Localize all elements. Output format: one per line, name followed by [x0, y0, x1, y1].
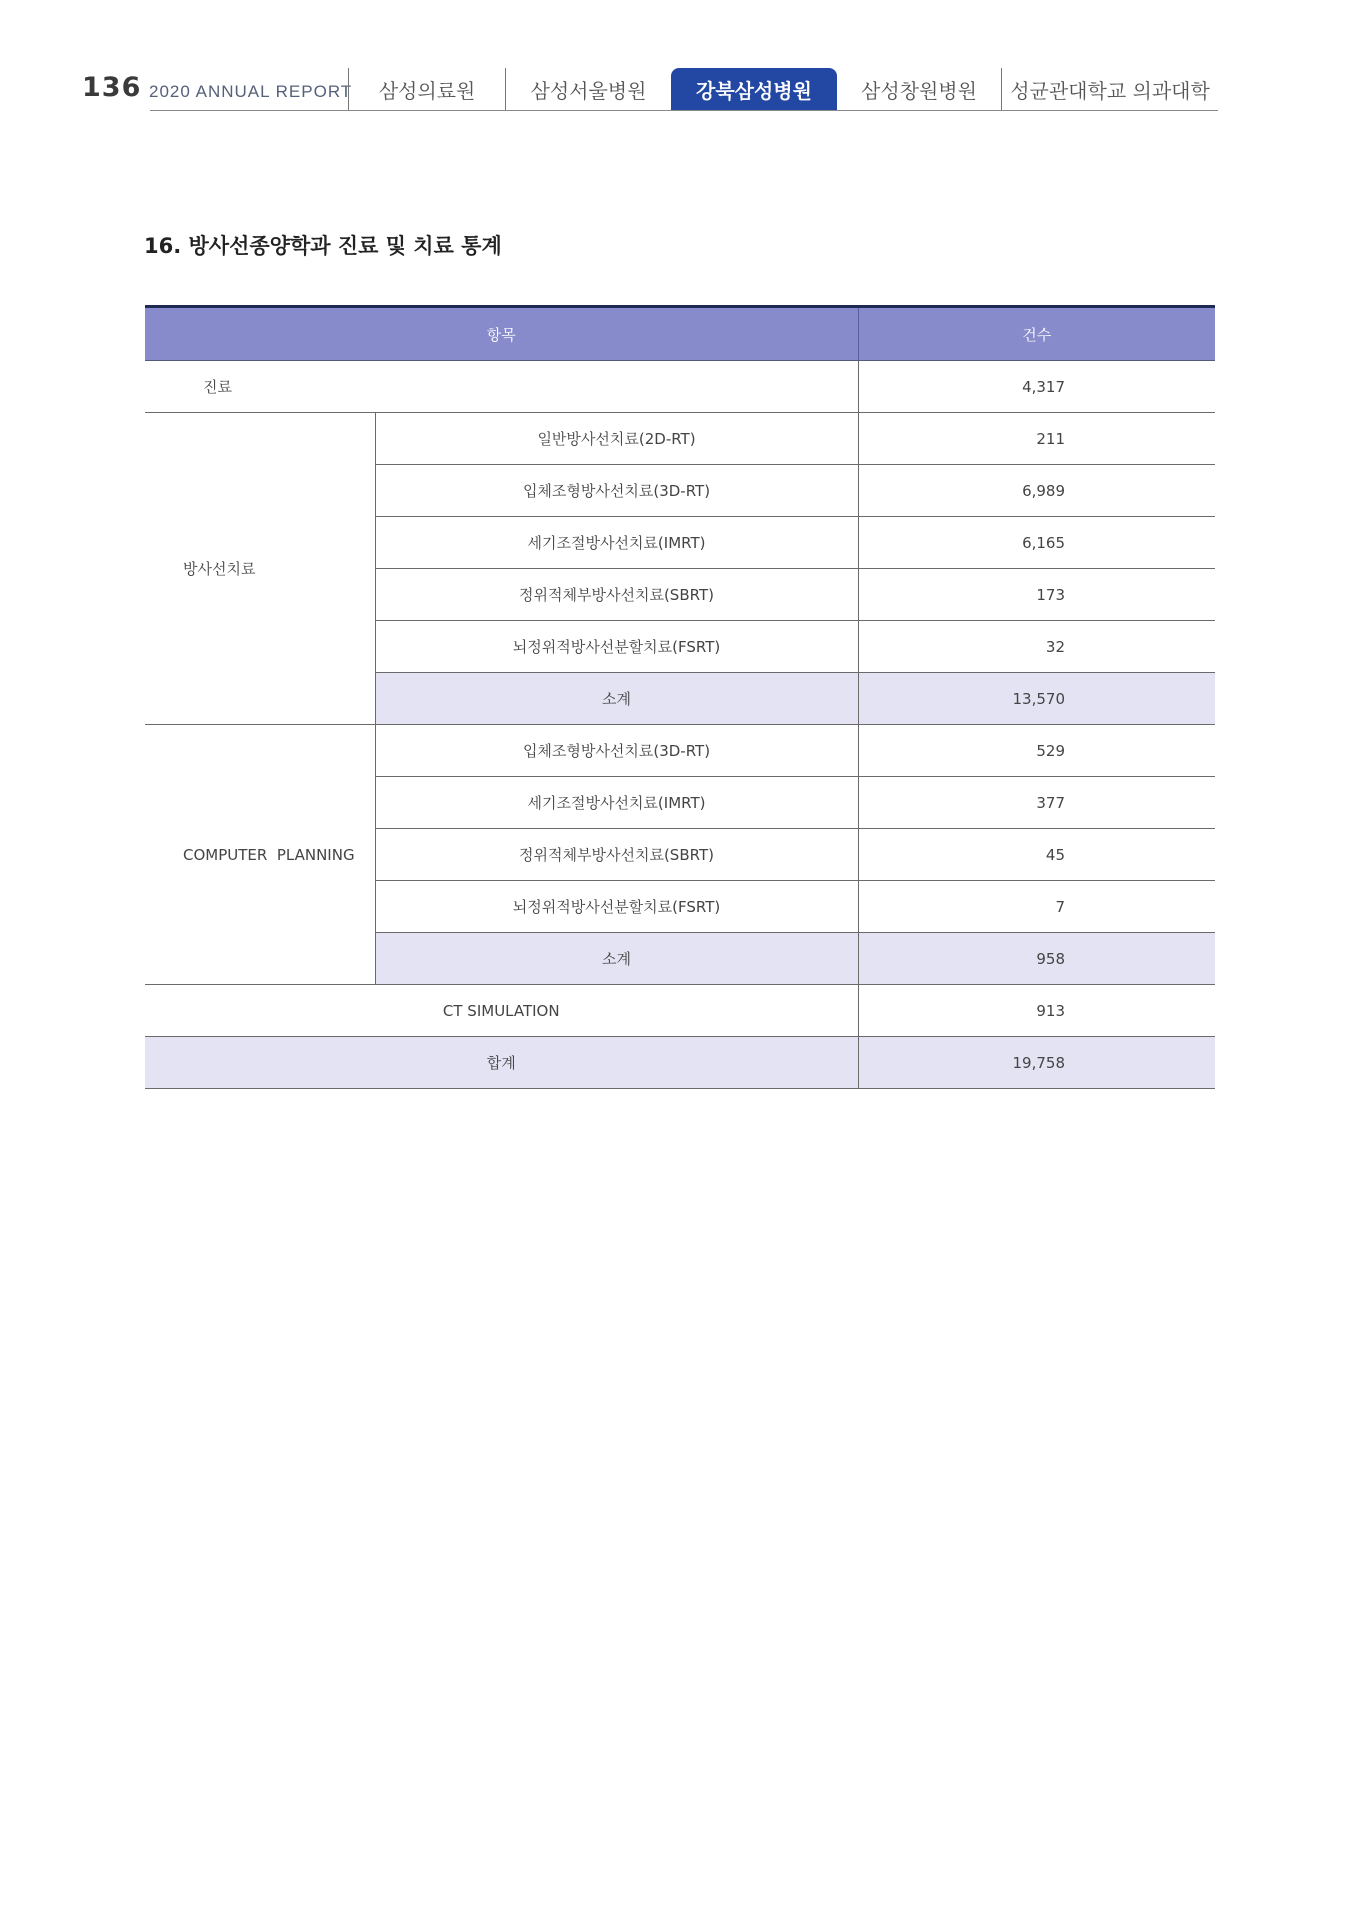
row-value: 529: [858, 725, 1215, 777]
row-label: 뇌정위적방사선분할치료(FSRT): [375, 881, 858, 933]
group-label-computer-planning: COMPUTER PLANNING: [145, 725, 375, 985]
row-value: 32: [858, 621, 1215, 673]
row-value: 6,165: [858, 517, 1215, 569]
row-label: CT SIMULATION: [145, 985, 858, 1037]
page-number: 136: [82, 72, 142, 103]
row-value: 211: [858, 413, 1215, 465]
row-label: 뇌정위적방사선분할치료(FSRT): [375, 621, 858, 673]
total-value: 19,758: [858, 1037, 1215, 1089]
column-header-count: 건수: [858, 307, 1215, 361]
row-label: 진료: [145, 361, 858, 413]
row-label: 일반방사선치료(2D-RT): [375, 413, 858, 465]
column-header-item: 항목: [145, 307, 858, 361]
tab-samsung-medical-center[interactable]: 삼성의료원: [348, 68, 505, 111]
row-label: 정위적체부방사선치료(SBRT): [375, 569, 858, 621]
row-label: 세기조절방사선치료(IMRT): [375, 777, 858, 829]
header-divider: [150, 110, 1218, 111]
row-label: 입체조형방사선치료(3D-RT): [375, 725, 858, 777]
row-value: 7: [858, 881, 1215, 933]
total-row: [145, 1037, 1215, 1089]
table-row: [145, 725, 1215, 777]
report-title: 2020 ANNUAL REPORT: [149, 82, 353, 101]
row-label: 입체조형방사선치료(3D-RT): [375, 465, 858, 517]
institution-nav: [348, 68, 1218, 111]
group-label-radiation: 방사선치료: [145, 413, 375, 725]
tab-kangbuk-samsung-hospital[interactable]: 강북삼성병원: [671, 68, 837, 111]
radiation-oncology-stats-table: [145, 305, 1215, 1089]
table-row: [145, 413, 1215, 465]
row-value: 377: [858, 777, 1215, 829]
tab-samsung-changwon-hospital[interactable]: 삼성창원병원: [861, 79, 977, 103]
row-label: 정위적체부방사선치료(SBRT): [375, 829, 858, 881]
section-title: 16. 방사선종양학과 진료 및 치료 통계: [144, 234, 502, 258]
row-label: 세기조절방사선치료(IMRT): [375, 517, 858, 569]
row-value: 6,989: [858, 465, 1215, 517]
row-value: 4,317: [858, 361, 1215, 413]
subtotal-label: 소계: [375, 933, 858, 985]
table-row: [145, 985, 1215, 1037]
subtotal-value: 958: [858, 933, 1215, 985]
row-value: 913: [858, 985, 1215, 1037]
table-header-row: [145, 307, 1215, 361]
tab-skku-medical-school[interactable]: 성균관대학교 의과대학: [1001, 68, 1218, 111]
row-value: 173: [858, 569, 1215, 621]
subtotal-label: 소계: [375, 673, 858, 725]
row-value: 45: [858, 829, 1215, 881]
subtotal-value: 13,570: [858, 673, 1215, 725]
table-row: [145, 361, 1215, 413]
tab-samsung-seoul-hospital[interactable]: 삼성서울병원: [505, 68, 671, 111]
total-label: 합계: [145, 1037, 858, 1089]
